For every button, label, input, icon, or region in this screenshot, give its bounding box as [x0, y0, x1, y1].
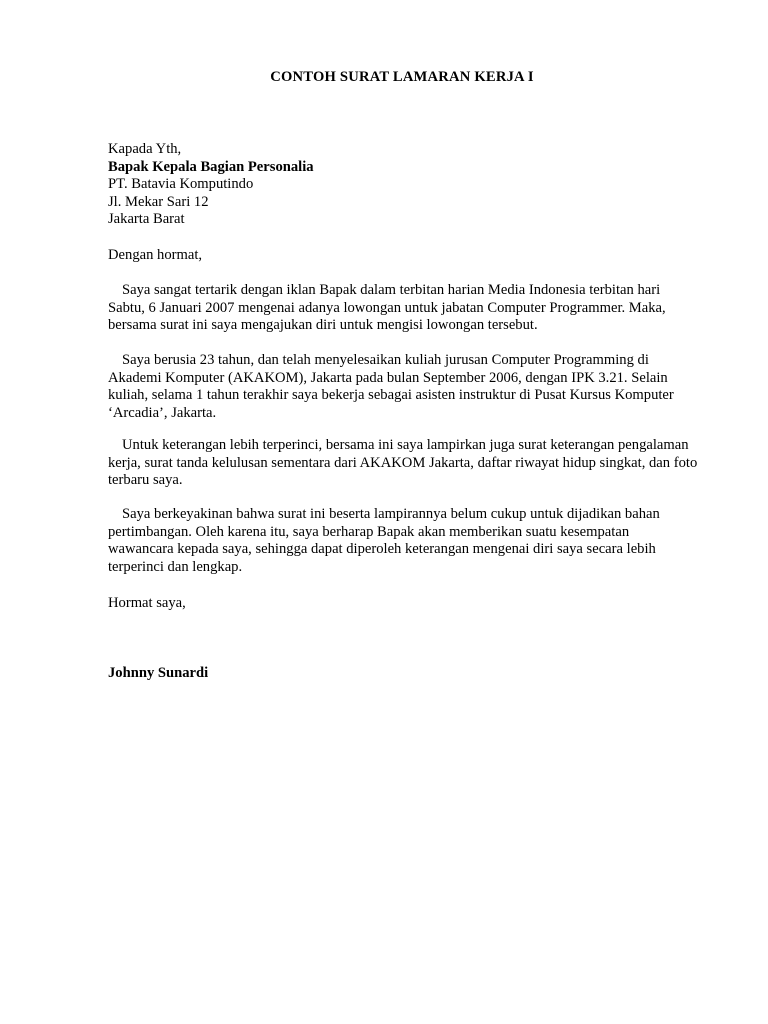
recipient-salutation: Kapada Yth,	[108, 141, 182, 157]
letter-title: CONTOH SURAT LAMARAN KERJA I	[270, 69, 534, 85]
recipient-street: Jl. Mekar Sari 12	[108, 193, 209, 210]
body-paragraph-3: Untuk keterangan lebih terperinci, bersama ini saya lampirkan juga surat keterangan pengalaman kerja, surat tanda kelulusan sementara dari AKAKOM Jakarta, daftar riwayat hidup singkat, dan foto terbaru saya.	[108, 437, 698, 489]
body-paragraph-1: Saya sangat tertarik dengan iklan Bapak dalam terbitan harian Media Indonesia terbitan hari Sabtu, 6 Januari 2007 mengenai adanya lowongan untuk jabatan Computer Programmer. Maka, bersama surat ini saya mengajukan diri untuk mengisi lowongan tersebut.	[108, 282, 666, 334]
recipient-address	[108, 141, 698, 229]
greeting: Dengan hormat,	[108, 247, 203, 263]
recipient-company: PT. Batavia Komputindo	[108, 176, 254, 193]
recipient-city: Jakarta Barat	[108, 211, 185, 228]
closing: Hormat saya,	[108, 595, 186, 611]
body-paragraph-2: Saya berusia 23 tahun, dan telah menyelesaikan kuliah jurusan Computer Programming di Akademi Komputer (AKAKOM), Jakarta pada bulan September 2006, dengan IPK 3.21. Selain kuliah, selama 1 tahun terakhir saya bekerja sebagai asisten instruktur di Pusat Kursus Komputer ‘Arcadia’, Jakarta.	[108, 352, 674, 421]
signature-name: Johnny Sunardi	[108, 665, 209, 681]
recipient-name: Bapak Kepala Bagian Personalia	[108, 158, 314, 175]
body-paragraph-4: Saya berkeyakinan bahwa surat ini beserta lampirannya belum cukup untuk dijadikan bahan pertimbangan. Oleh karena itu, saya berharap Bapak akan memberikan suatu kesempatan wawancara kepada saya, sehingga dapat diperoleh keterangan mengenai diri saya secara lebih terperinci dan lengkap.	[108, 506, 660, 575]
